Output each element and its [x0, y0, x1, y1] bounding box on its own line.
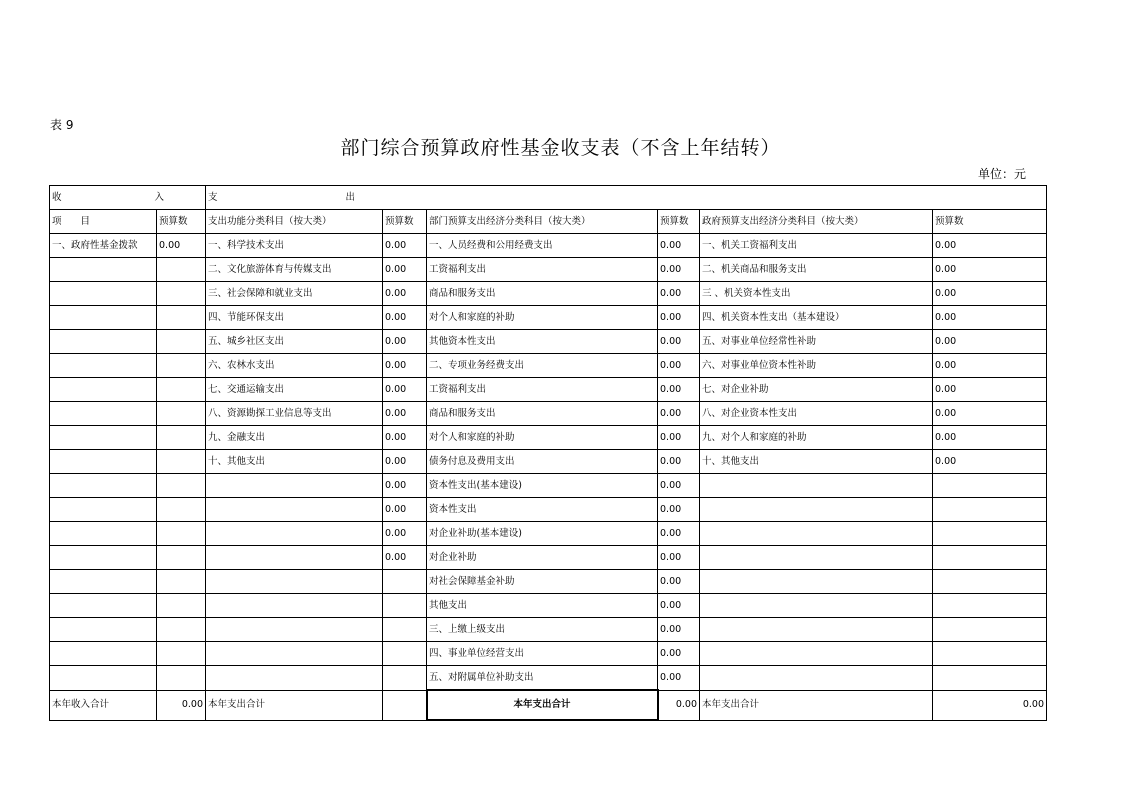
expense-header-chu: 出 [345, 191, 356, 203]
income-budget-cell [157, 378, 206, 402]
function-item-cell: 六、农林水支出 [206, 354, 383, 378]
income-budget-cell [157, 642, 206, 666]
income-header-shou: 收 [52, 191, 62, 203]
header-row-top [50, 186, 1047, 210]
income-item-cell [50, 306, 157, 330]
function-budget-cell: 0.00 [383, 330, 427, 354]
income-budget-cell [157, 306, 206, 330]
function-item-cell [206, 642, 383, 666]
function-budget-cell [383, 570, 427, 594]
gov-econ-budget-cell [933, 474, 1047, 498]
gov-econ-item-cell: 五、对事业单位经常性补助 [700, 330, 933, 354]
function-budget-cell [383, 642, 427, 666]
income-total-value: 0.00 [157, 690, 206, 720]
gov-econ-item-cell: 六、对事业单位资本性补助 [700, 354, 933, 378]
gov-econ-item-cell [700, 474, 933, 498]
col-header-function-class: 支出功能分类科目（按大类） [206, 210, 383, 234]
income-item-cell [50, 666, 157, 691]
income-item-cell [50, 426, 157, 450]
dept-econ-item-cell: 一、人员经费和公用经费支出 [427, 234, 658, 258]
function-budget-cell [383, 594, 427, 618]
income-header-ru: 入 [154, 191, 165, 203]
dept-total-label: 本年支出合计 [427, 690, 658, 720]
table-row [50, 258, 1047, 282]
gov-econ-budget-cell: 0.00 [933, 330, 1047, 354]
function-item-cell: 八、资源勘探工业信息等支出 [206, 402, 383, 426]
gov-econ-budget-cell: 0.00 [933, 378, 1047, 402]
function-item-cell: 三、社会保障和就业支出 [206, 282, 383, 306]
function-item-cell [206, 594, 383, 618]
table-row [50, 474, 1047, 498]
dept-econ-item-cell: 商品和服务支出 [427, 402, 658, 426]
table-row [50, 546, 1047, 570]
function-budget-cell: 0.00 [383, 498, 427, 522]
dept-econ-item-cell: 工资福利支出 [427, 378, 658, 402]
income-budget-cell [157, 354, 206, 378]
gov-econ-budget-cell: 0.00 [933, 258, 1047, 282]
dept-econ-item-cell: 商品和服务支出 [427, 282, 658, 306]
income-item-cell [50, 474, 157, 498]
table-row [50, 306, 1047, 330]
dept-econ-budget-cell: 0.00 [658, 450, 700, 474]
col-header-budget-1: 预算数 [157, 210, 206, 234]
dept-econ-item-cell: 资本性支出(基本建设) [427, 474, 658, 498]
function-item-cell: 十、其他支出 [206, 450, 383, 474]
income-item-cell [50, 546, 157, 570]
gov-econ-item-cell: 十、其他支出 [700, 450, 933, 474]
table-row [50, 498, 1047, 522]
gov-econ-budget-cell [933, 546, 1047, 570]
gov-econ-item-cell: 三 、机关资本性支出 [700, 282, 933, 306]
unit-label: 单位：元 [978, 167, 1027, 181]
dept-econ-item-cell: 其他支出 [427, 594, 658, 618]
dept-econ-item-cell: 债务付息及费用支出 [427, 450, 658, 474]
function-total-label: 本年支出合计 [206, 690, 383, 720]
income-total-label: 本年收入合计 [50, 690, 157, 720]
function-item-cell [206, 618, 383, 642]
function-budget-cell: 0.00 [383, 378, 427, 402]
income-budget-cell [157, 474, 206, 498]
function-item-cell: 七、交通运输支出 [206, 378, 383, 402]
dept-econ-budget-cell: 0.00 [658, 570, 700, 594]
table-number-label: 表 9 [50, 118, 74, 132]
function-budget-cell: 0.00 [383, 426, 427, 450]
dept-econ-item-cell: 工资福利支出 [427, 258, 658, 282]
income-item-cell: 一、政府性基金拨款 [50, 234, 157, 258]
function-item-cell: 五、城乡社区支出 [206, 330, 383, 354]
income-budget-cell [157, 330, 206, 354]
col-header-gov-econ-class: 政府预算支出经济分类科目（按大类） [700, 210, 933, 234]
gov-econ-budget-cell: 0.00 [933, 354, 1047, 378]
income-item-cell [50, 522, 157, 546]
gov-econ-budget-cell: 0.00 [933, 402, 1047, 426]
income-item-cell [50, 354, 157, 378]
income-item-cell [50, 378, 157, 402]
function-item-cell [206, 666, 383, 691]
income-item-cell [50, 402, 157, 426]
gov-econ-item-cell [700, 666, 933, 691]
table-row [50, 450, 1047, 474]
col-header-item: 项 目 [50, 210, 157, 234]
gov-econ-item-cell: 四、机关资本性支出（基本建设） [700, 306, 933, 330]
gov-econ-item-cell [700, 546, 933, 570]
col-header-dept-econ-class: 部门预算支出经济分类科目（按大类） [427, 210, 658, 234]
income-item-cell [50, 594, 157, 618]
function-budget-cell: 0.00 [383, 258, 427, 282]
income-item-cell [50, 450, 157, 474]
dept-econ-item-cell: 其他资本性支出 [427, 330, 658, 354]
dept-econ-budget-cell: 0.00 [658, 666, 700, 691]
income-budget-cell [157, 594, 206, 618]
gov-econ-budget-cell: 0.00 [933, 282, 1047, 306]
income-item-cell [50, 330, 157, 354]
income-budget-cell [157, 618, 206, 642]
function-item-cell [206, 474, 383, 498]
table-row [50, 330, 1047, 354]
gov-econ-budget-cell [933, 642, 1047, 666]
dept-econ-budget-cell: 0.00 [658, 330, 700, 354]
function-budget-cell [383, 666, 427, 691]
gov-econ-item-cell: 八、对企业资本性支出 [700, 402, 933, 426]
income-budget-cell [157, 498, 206, 522]
table-row [50, 282, 1047, 306]
dept-econ-budget-cell: 0.00 [658, 522, 700, 546]
income-budget-cell [157, 522, 206, 546]
function-budget-cell: 0.00 [383, 546, 427, 570]
expense-header [206, 186, 1047, 210]
table-row [50, 402, 1047, 426]
income-item-cell [50, 258, 157, 282]
header-row-columns [50, 210, 1047, 234]
dept-econ-item-cell: 对企业补助(基本建设) [427, 522, 658, 546]
dept-econ-item-cell: 三、上缴上级支出 [427, 618, 658, 642]
dept-econ-item-cell: 对企业补助 [427, 546, 658, 570]
function-budget-cell: 0.00 [383, 402, 427, 426]
dept-econ-budget-cell: 0.00 [658, 426, 700, 450]
gov-econ-budget-cell [933, 666, 1047, 691]
page-title: 部门综合预算政府性基金收支表（不含上年结转） [340, 137, 781, 159]
dept-econ-budget-cell: 0.00 [658, 378, 700, 402]
income-budget-cell [157, 282, 206, 306]
table-row [50, 426, 1047, 450]
dept-total-value: 0.00 [658, 690, 700, 720]
gov-total-label: 本年支出合计 [700, 690, 933, 720]
table-row [50, 594, 1047, 618]
gov-econ-item-cell: 二、机关商品和服务支出 [700, 258, 933, 282]
gov-econ-item-cell [700, 642, 933, 666]
function-budget-cell: 0.00 [383, 282, 427, 306]
dept-econ-item-cell: 对社会保障基金补助 [427, 570, 658, 594]
gov-econ-budget-cell: 0.00 [933, 450, 1047, 474]
gov-econ-budget-cell: 0.00 [933, 426, 1047, 450]
income-item-cell [50, 282, 157, 306]
function-budget-cell: 0.00 [383, 450, 427, 474]
function-item-cell [206, 570, 383, 594]
function-budget-cell: 0.00 [383, 474, 427, 498]
table-row [50, 666, 1047, 691]
gov-econ-budget-cell [933, 618, 1047, 642]
gov-econ-item-cell [700, 618, 933, 642]
dept-econ-budget-cell: 0.00 [658, 498, 700, 522]
dept-econ-budget-cell: 0.00 [658, 354, 700, 378]
gov-econ-budget-cell [933, 594, 1047, 618]
function-item-cell [206, 522, 383, 546]
dept-econ-item-cell: 二、专项业务经费支出 [427, 354, 658, 378]
gov-econ-item-cell: 七、对企业补助 [700, 378, 933, 402]
income-item-cell [50, 498, 157, 522]
gov-econ-item-cell [700, 498, 933, 522]
income-item-cell [50, 642, 157, 666]
function-item-cell [206, 498, 383, 522]
gov-econ-item-cell: 九、对个人和家庭的补助 [700, 426, 933, 450]
dept-econ-item-cell: 四、事业单位经营支出 [427, 642, 658, 666]
gov-total-value: 0.00 [933, 690, 1047, 720]
table-row [50, 642, 1047, 666]
function-item-cell: 二、文化旅游体育与传媒支出 [206, 258, 383, 282]
dept-econ-budget-cell: 0.00 [658, 306, 700, 330]
table-row [50, 234, 1047, 258]
function-budget-cell: 0.00 [383, 306, 427, 330]
gov-econ-item-cell [700, 594, 933, 618]
dept-econ-budget-cell: 0.00 [658, 258, 700, 282]
function-budget-cell [383, 618, 427, 642]
table-row [50, 570, 1047, 594]
table-row [50, 354, 1047, 378]
budget-table [49, 185, 1047, 721]
totals-row [50, 690, 1047, 720]
function-item-cell [206, 546, 383, 570]
dept-econ-budget-cell: 0.00 [658, 642, 700, 666]
expense-header-zhi: 支 [208, 191, 218, 203]
income-budget-cell [157, 258, 206, 282]
table-row [50, 378, 1047, 402]
dept-econ-budget-cell: 0.00 [658, 282, 700, 306]
function-total-value [383, 690, 427, 720]
dept-econ-budget-cell: 0.00 [658, 618, 700, 642]
income-header [50, 186, 206, 210]
gov-econ-item-cell [700, 522, 933, 546]
table-row [50, 618, 1047, 642]
gov-econ-budget-cell [933, 522, 1047, 546]
dept-econ-item-cell: 资本性支出 [427, 498, 658, 522]
function-item-cell: 九、金融支出 [206, 426, 383, 450]
gov-econ-budget-cell [933, 498, 1047, 522]
income-budget-cell [157, 450, 206, 474]
income-budget-cell: 0.00 [157, 234, 206, 258]
income-budget-cell [157, 426, 206, 450]
income-budget-cell [157, 546, 206, 570]
col-header-budget-2: 预算数 [383, 210, 427, 234]
function-budget-cell: 0.00 [383, 522, 427, 546]
function-budget-cell: 0.00 [383, 354, 427, 378]
function-item-cell: 一、科学技术支出 [206, 234, 383, 258]
function-item-cell: 四、节能环保支出 [206, 306, 383, 330]
dept-econ-budget-cell: 0.00 [658, 474, 700, 498]
income-budget-cell [157, 666, 206, 691]
income-item-cell [50, 570, 157, 594]
dept-econ-budget-cell: 0.00 [658, 594, 700, 618]
gov-econ-budget-cell [933, 570, 1047, 594]
function-budget-cell: 0.00 [383, 234, 427, 258]
income-item-cell [50, 618, 157, 642]
gov-econ-item-cell: 一、机关工资福利支出 [700, 234, 933, 258]
col-header-budget-3: 预算数 [658, 210, 700, 234]
table-row [50, 522, 1047, 546]
dept-econ-item-cell: 对个人和家庭的补助 [427, 426, 658, 450]
gov-econ-budget-cell: 0.00 [933, 306, 1047, 330]
income-budget-cell [157, 402, 206, 426]
gov-econ-item-cell [700, 570, 933, 594]
dept-econ-item-cell: 五、对附属单位补助支出 [427, 666, 658, 691]
gov-econ-budget-cell: 0.00 [933, 234, 1047, 258]
col-header-budget-4: 预算数 [933, 210, 1047, 234]
income-budget-cell [157, 570, 206, 594]
dept-econ-item-cell: 对个人和家庭的补助 [427, 306, 658, 330]
dept-econ-budget-cell: 0.00 [658, 402, 700, 426]
dept-econ-budget-cell: 0.00 [658, 234, 700, 258]
dept-econ-budget-cell: 0.00 [658, 546, 700, 570]
